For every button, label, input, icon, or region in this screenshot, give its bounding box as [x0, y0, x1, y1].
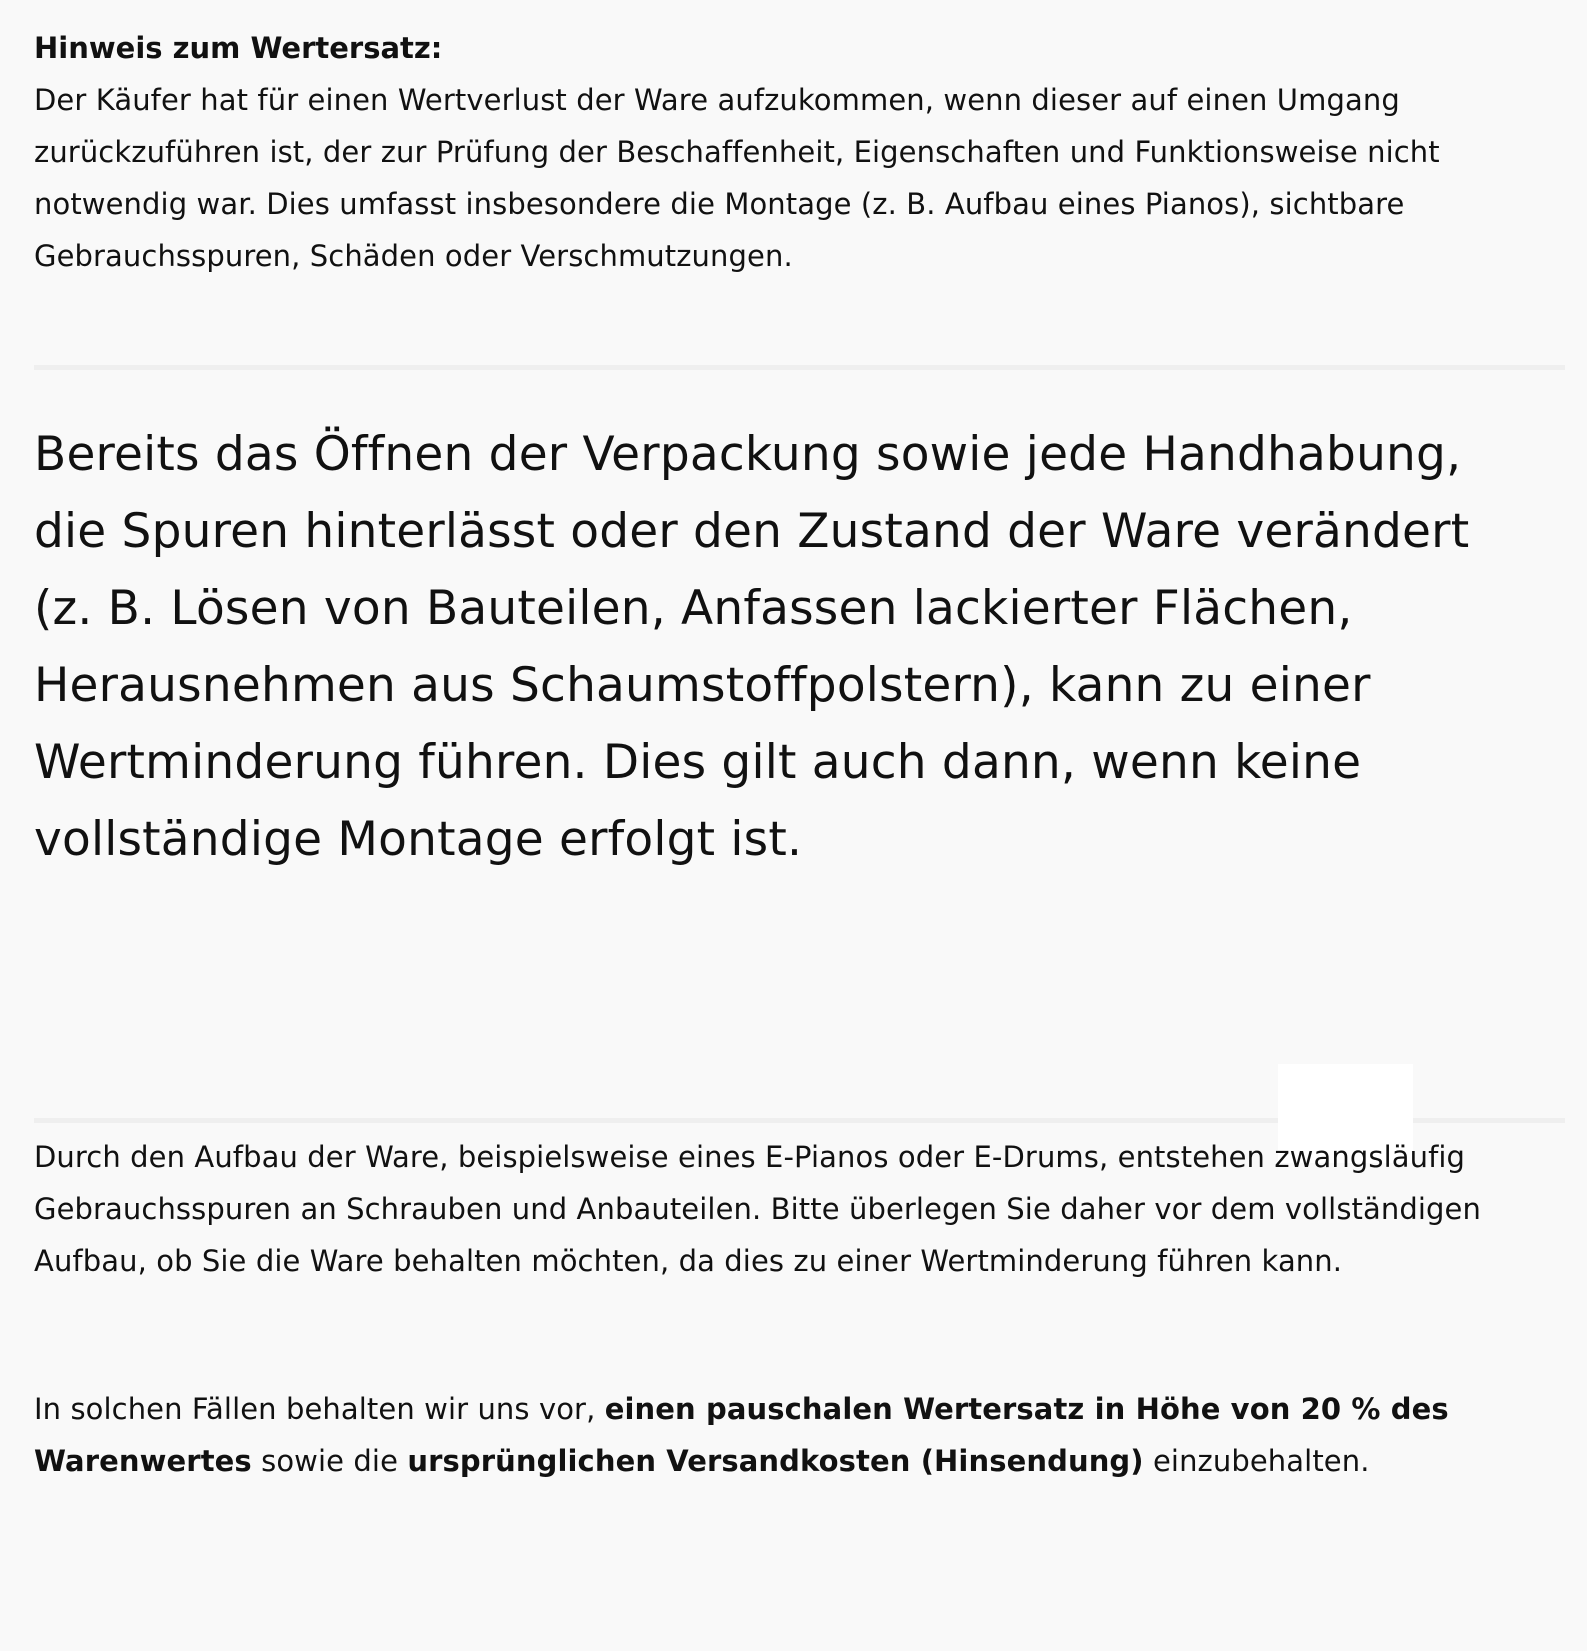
- value-compensation-notice: [34, 22, 1574, 282]
- retention-paragraph: [34, 1383, 1574, 1487]
- retention-text: einzubehalten.: [1143, 1444, 1370, 1478]
- retention-section: [34, 1383, 1574, 1487]
- notice-heading: Hinweis zum Wertersatz:: [34, 31, 443, 65]
- notice-body: Der Käufer hat für einen Wertverlust der Ware aufzukommen, wenn dieser auf einen Umgang zurückzuführen ist, der zur Prüfung der Beschaffenheit, Eigenschaften und Funktionsweise nicht notwendig war. Dies umfasst insbesondere die Montage (z. B. Aufbau eines Pianos), sichtbare Gebrauchsspuren, Schäden oder Verschmutzungen.: [34, 83, 1440, 273]
- retention-flat-rate: einen pauschalen Wertersatz in Höhe von 20 % des Warenwertes: [34, 1392, 1449, 1478]
- retention-text: In solchen Fällen behalten wir uns vor,: [34, 1392, 605, 1426]
- highlight-section: [34, 416, 1484, 878]
- assembly-paragraph: Durch den Aufbau der Ware, beispielsweise eines E-Pianos oder E-Drums, entstehen zwangsläufig Gebrauchsspuren an Schrauben und Anbauteilen. Bitte überlegen Sie daher vor dem vollständigen Aufbau, ob Sie die Ware behalten möchten, da dies zu einer Wertminderung führen kann.: [34, 1140, 1481, 1278]
- retention-shipping-costs: ursprünglichen Versandkosten (Hinsendung): [407, 1444, 1144, 1478]
- assembly-section: [34, 1131, 1574, 1287]
- highlight-paragraph: Bereits das Öffnen der Verpackung sowie jede Handhabung, die Spuren hinterlässt oder den Zustand der Ware verändert (z. B. Lösen von Bauteilen, Anfassen lackierter Flächen, Herausnehmen aus Schaumstoffpolstern), kann zu einer Wertminderung führen. Dies gilt auch dann, wenn keine vollständige Montage erfolgt ist.: [34, 427, 1470, 867]
- section-divider: [34, 365, 1565, 370]
- retention-text: sowie die: [251, 1444, 408, 1478]
